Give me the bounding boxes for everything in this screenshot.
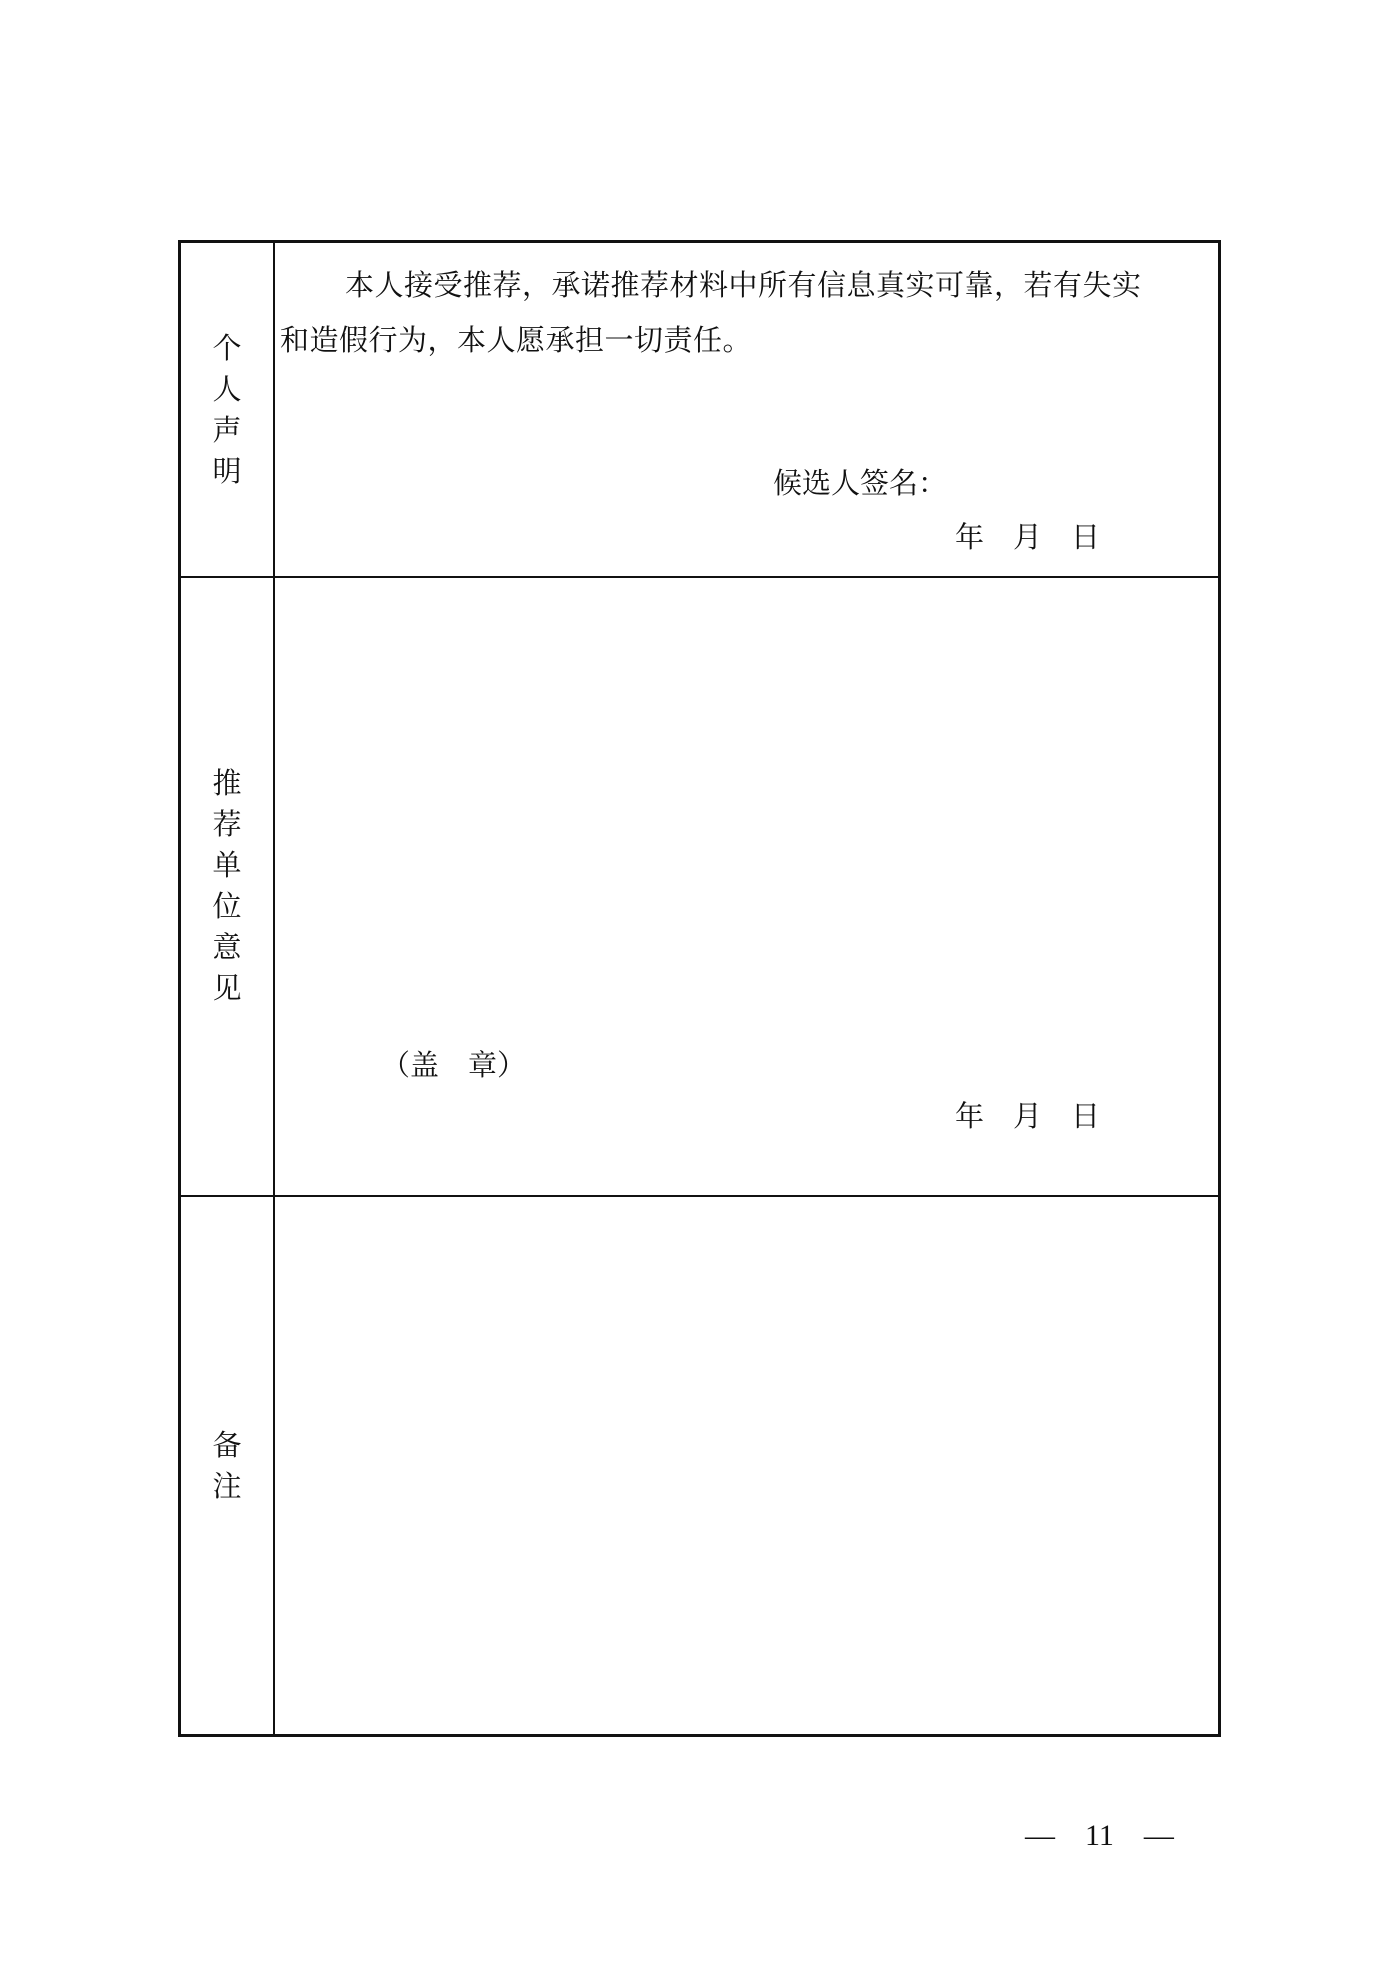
form-table	[178, 240, 1221, 1737]
label-char: 见	[212, 970, 242, 1005]
declaration-text-line-1: 本人接受推荐，承诺推荐材料中所有信息真实可靠，若有失实	[345, 268, 1142, 302]
column-divider	[273, 243, 275, 1734]
personal-statement-date: 年 月 日	[955, 520, 1101, 554]
label-char: 注	[212, 1469, 242, 1503]
page-number: — 11 —	[1025, 1819, 1174, 1852]
row-divider	[181, 1195, 1218, 1197]
label-char: 单	[212, 847, 242, 882]
recommending-unit-opinion-label	[181, 576, 273, 1195]
recommending-unit-date: 年 月 日	[955, 1099, 1101, 1133]
label-char: 意	[212, 929, 242, 964]
remarks-label	[181, 1195, 273, 1737]
label-char: 个	[212, 330, 242, 365]
label-char: 明	[212, 453, 242, 488]
seal-label: （盖 章）	[381, 1048, 527, 1082]
label-char: 人	[212, 371, 242, 406]
row-divider	[181, 576, 1218, 578]
personal-statement-label	[181, 243, 273, 576]
declaration-text-line-2: 和造假行为，本人愿承担一切责任。	[280, 323, 753, 357]
label-char: 位	[212, 888, 242, 923]
candidate-signature-label: 候选人签名：	[773, 466, 948, 500]
label-char: 备	[212, 1428, 242, 1462]
label-char: 声	[212, 412, 242, 447]
label-char: 推	[212, 765, 242, 800]
label-char: 荐	[212, 806, 242, 841]
